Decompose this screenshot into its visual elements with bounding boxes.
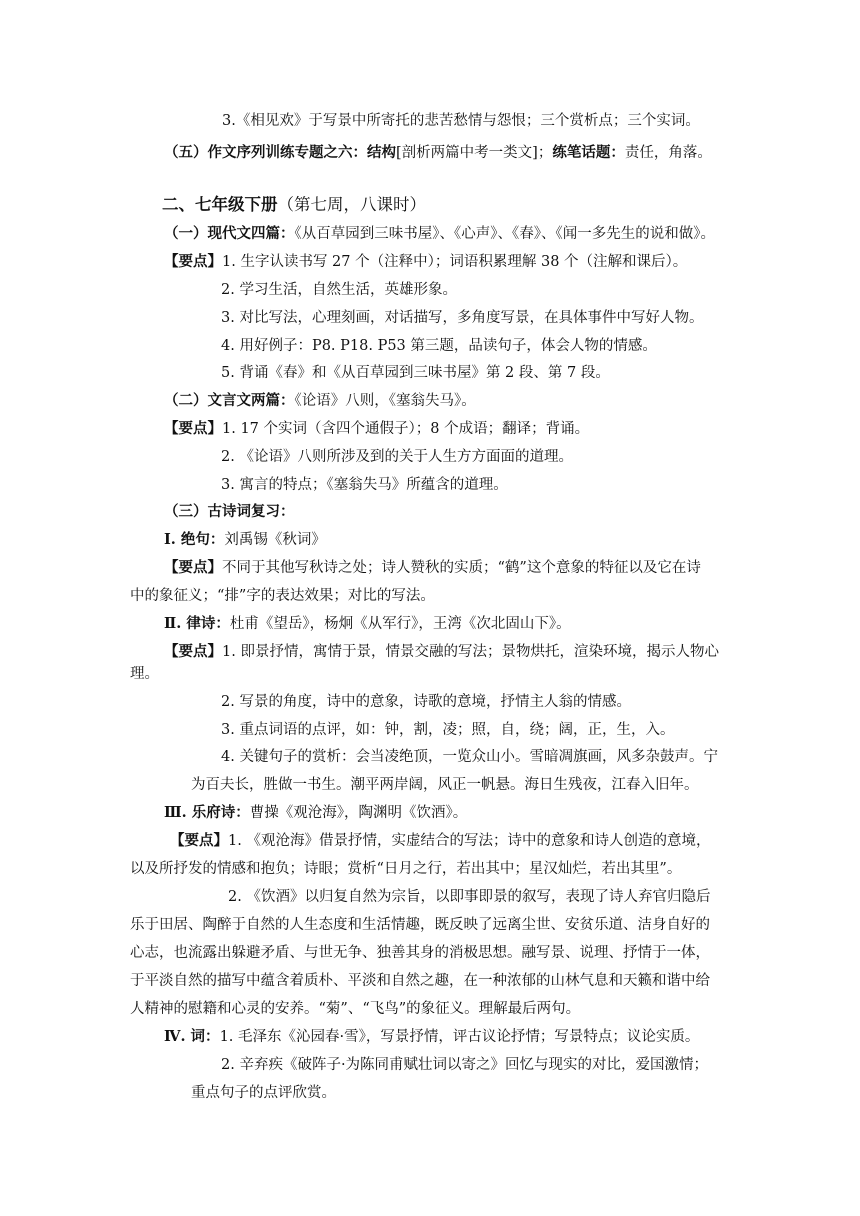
- ci-point-2-cont: 重点句子的点评欣赏。: [191, 1085, 336, 1101]
- yuefu-key-point-1-cont: 以及所抒发的情感和抱负；诗眼；赏析“日月之行，若出其中；星汉灿烂，若出其里”。: [130, 861, 682, 877]
- key-point-text: 1. 17 个实词（含四个通假子）；8 个成语；翻译；背诵。: [222, 421, 590, 437]
- composition-training-line: [164, 143, 712, 163]
- modern-key-point-4: 4. 用好例子：P8. P18. P53 第三题，品读句子，体会人物的情感。: [221, 338, 657, 354]
- jueju-line: [164, 530, 326, 550]
- lvshi-key-point-3: 3. 重点词语的点评，如：钟，割，凌；照，自，绕；阔，正，生，入。: [221, 722, 675, 738]
- yuefu-key-point-2-cont-2: 心志，也流露出躲避矛盾、与世无争、独善其身的消极思想。融写景、说理、抒情于一体，: [130, 945, 710, 961]
- modern-texts-titles: 《从百草园到三味书屋》、《心声》、《春》、《闻一多先生的说和做》。: [294, 226, 715, 242]
- section-heading: [162, 195, 426, 215]
- lvshi-line: [164, 614, 571, 634]
- classical-texts-titles: 《论语》八则，《塞翁失马》。: [294, 393, 476, 409]
- key-points-label: 【要点】: [164, 253, 222, 270]
- key-point-text: 1. 即景抒情，寓情于景，情景交融的写法；景物烘托，渲染环境，揭示人物心: [222, 644, 719, 660]
- classical-texts-label: （二）文言文两篇：: [164, 392, 295, 409]
- lvshi-key-point-4: 4. 关键句子的赏析：会当凌绝顶，一览众山小。雪暗凋旗画，风多杂鼓声。宁: [221, 749, 718, 765]
- section-title: 二、七年级下册: [162, 195, 278, 214]
- lvshi-key-point-4-cont: 为百夫长，胜做一书生。潮平两岸阔，风正一帆悬。海日生残夜，江春入旧年。: [191, 777, 699, 793]
- yuefu-label: Ⅲ. 乐府诗：: [164, 804, 250, 821]
- classical-key-point-3: 3. 寓言的特点；《塞翁失马》所蕴含的道理。: [221, 477, 508, 493]
- modern-key-point-5: 5. 背诵《春》和《从百草园到三味书屋》第 2 段、第 7 段。: [221, 365, 610, 381]
- jueju-title: 刘禹锡《秋词》: [224, 532, 326, 548]
- modern-texts-label: （一）现代文四篇：: [164, 225, 295, 242]
- key-points-label: 【要点】: [164, 643, 222, 660]
- key-points-label: 【要点】: [170, 832, 228, 849]
- ci-label: Ⅳ. 词：: [164, 1028, 220, 1045]
- ci-line-1: [164, 1027, 699, 1047]
- key-point-text: 不同于其他写秋诗之处；诗人赞秋的实质；“鹤”这个意象的特征以及它在诗: [222, 560, 701, 576]
- lvshi-key-point-1: [164, 642, 719, 662]
- lvshi-key-point-2: 2. 写景的角度，诗中的意象，诗歌的意境，抒情主人翁的情感。: [221, 694, 631, 710]
- practice-topic-text: 责任，角落。: [624, 145, 712, 161]
- yuefu-key-point-2-cont-4: 人精神的慰籍和心灵的安养。“菊”、“飞鸟”的象征义。理解最后两句。: [130, 1001, 581, 1017]
- classical-key-point-2: 2. 《论语》八则所涉及到的关于人生方方面面的道理。: [221, 449, 573, 465]
- yuefu-line: [164, 803, 467, 823]
- xiangjianhuan-line: [222, 111, 700, 131]
- modern-key-point-2: 2. 学习生活，自然生活，英雄形象。: [221, 282, 457, 298]
- ci-point-2: 2. 辛弃疾《破阵子·为陈同甫赋壮词以寄之》回忆与现实的对比，爱国激情；: [221, 1057, 709, 1073]
- key-points-label: 【要点】: [164, 420, 222, 437]
- yuefu-title: 曹操《观沧海》，陶渊明《饮酒》。: [249, 805, 468, 821]
- poetry-review-label: （三）古诗词复习：: [164, 503, 295, 520]
- lvshi-title: 杜甫《望岳》，杨炯《从军行》，王湾《次北固山下》。: [229, 616, 571, 632]
- jueju-label: Ⅰ. 绝句：: [164, 531, 225, 548]
- key-point-text: 1. 生字认读书写 27 个（注释中）；词语积累理解 38 个（注解和课后）。: [222, 254, 688, 270]
- yuefu-key-point-2-cont-3: 于平淡自然的描写中蕴含着质朴、平淡和自然之趣，在一种浓郁的山林气息和天籁和谐中给: [130, 973, 710, 989]
- yuefu-key-point-2-cont-1: 乐于田居、陶醉于自然的人生态度和生活情趣，既反映了远离尘世、安贫乐道、洁身自好的: [130, 917, 710, 933]
- yuefu-key-point-2: 2. 《饮酒》以归复自然为宗旨，以即事即景的叙写，表现了诗人弃官归隐后: [228, 889, 711, 905]
- composition-note: [剖析两篇中考一类文]；: [396, 145, 553, 161]
- ci-point-1: 1. 毛泽东《沁园春·雪》，写景抒情，评古议论抒情；写景特点；议论实质。: [219, 1029, 700, 1045]
- lvshi-key-point-1-cont: 理。: [130, 666, 159, 682]
- jueju-key-line-1: [164, 558, 701, 578]
- modern-key-point-3: 3. 对比写法，心理刻画，对话描写，多角度写景，在具体事件中写好人物。: [221, 310, 704, 326]
- section-schedule: （第七周，八课时）: [277, 195, 426, 214]
- practice-topic-label: 练笔话题：: [552, 144, 625, 161]
- modern-texts-line: [164, 224, 715, 244]
- classical-key-point-1: [164, 419, 589, 439]
- yuefu-key-point-1: [170, 831, 710, 851]
- modern-key-point-1: [164, 252, 687, 272]
- key-point-text: 1. 《观沧海》借景抒情，实虚结合的写法；诗中的意象和诗人创造的意境，: [228, 833, 711, 849]
- lvshi-label: Ⅱ. 律诗：: [164, 615, 230, 632]
- item-text: 《相见欢》于写景中所寄托的悲苦愁情与怨恨；三个赏析点；三个实词。: [235, 113, 700, 129]
- jueju-key-line-2: 中的象征义；“排”字的表达效果；对比的写法。: [130, 588, 435, 604]
- key-points-label: 【要点】: [164, 559, 222, 576]
- item-number: 3.: [222, 113, 236, 129]
- composition-label: （五）作文序列训练专题之六：结构: [164, 144, 396, 161]
- classical-texts-line: [164, 391, 476, 411]
